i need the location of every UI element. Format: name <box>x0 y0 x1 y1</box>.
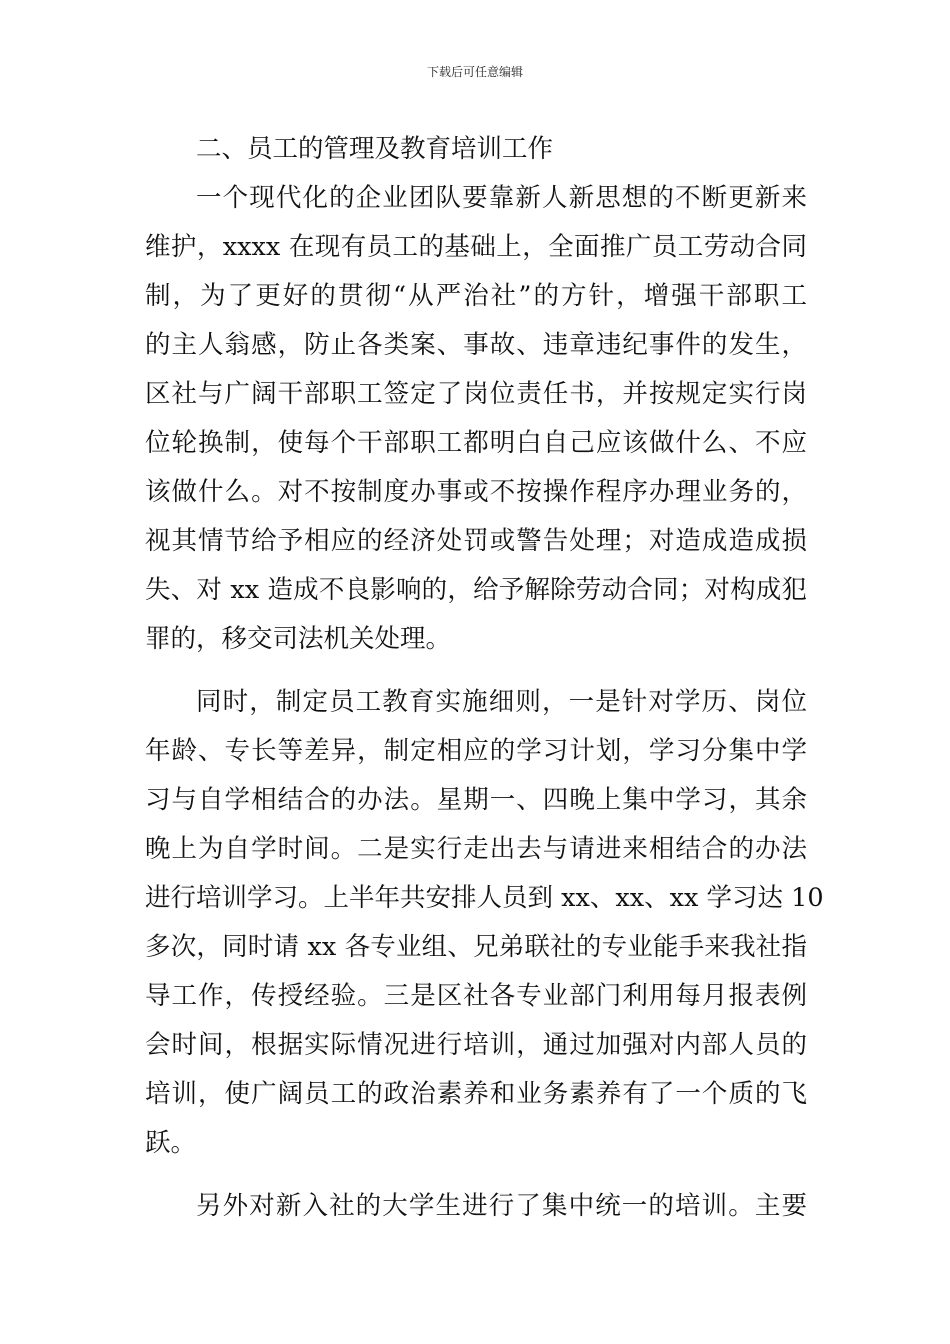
paragraph-line: 跃。 <box>145 1128 197 1158</box>
paragraph-line: 培训，使广阔员工的政治素养和业务素养有了一个质的飞 <box>145 1079 807 1109</box>
paragraph-spacer <box>145 664 807 678</box>
paragraph-line: 罪的，移交司法机关处理。 <box>145 624 452 654</box>
paragraph-line: 维护，xxxx 在现有员工的基础上，全面推广员工劳动合同 <box>145 232 807 262</box>
paragraph-line: 的主人翁感，防止各类案、事故、违章违纪事件的发生， <box>145 330 807 360</box>
page-header: 下载后可任意编辑 <box>426 65 523 79</box>
paragraph-spacer <box>145 1168 807 1182</box>
paragraph-line: 区社与广阔干部职工签定了岗位责任书，并按规定实行岗 <box>145 379 807 409</box>
document-body <box>145 125 824 1231</box>
paragraph-line: 位轮换制，使每个干部职工都明白自己应该做什么、不应 <box>145 428 807 458</box>
paragraph-line: 一个现代化的企业团队要靠新人新思想的不断更新来 <box>196 183 807 213</box>
paragraph-line: 视其情节给予相应的经济处罚或警告处理；对造成造成损 <box>145 526 807 556</box>
paragraph-line: 进行培训学习。上半年共安排人员到 xx、xx、xx 学习达 10 <box>145 883 824 913</box>
paragraph-3 <box>145 1182 807 1231</box>
paragraph-line: 制，为了更好的贯彻“从严治社”的方针，增强干部职工 <box>145 281 807 311</box>
paragraph-line: 同时，制定员工教育实施细则，一是针对学历、岗位 <box>196 687 807 717</box>
paragraph-line: 该做什么。对不按制度办事或不按操作程序办理业务的， <box>145 477 807 507</box>
paragraph-line: 导工作，传授经验。三是区社各专业部门利用每月报表例 <box>145 981 807 1011</box>
paragraph-line: 失、对 xx 造成不良影响的，给予解除劳动合同；对构成犯 <box>145 575 807 605</box>
paragraph-line: 多次，同时请 xx 各专业组、兄弟联社的专业能手来我社指 <box>145 932 807 962</box>
paragraph-line: 习与自学相结合的办法。星期一、四晚上集中学习，其余 <box>145 785 807 815</box>
paragraph-2 <box>145 678 824 1168</box>
paragraph-line: 晚上为自学时间。二是实行走出去与请进来相结合的办法 <box>145 834 807 864</box>
paragraph-line: 年龄、专长等差异，制定相应的学习计划，学习分集中学 <box>145 736 807 766</box>
section-heading: 二、员工的管理及教育培训工作 <box>196 134 554 164</box>
paragraph-1 <box>145 174 807 664</box>
paragraph-line: 会时间，根据实际情况进行培训，通过加强对内部人员的 <box>145 1030 807 1060</box>
paragraph-line: 另外对新入社的大学生进行了集中统一的培训。主要 <box>196 1191 807 1221</box>
